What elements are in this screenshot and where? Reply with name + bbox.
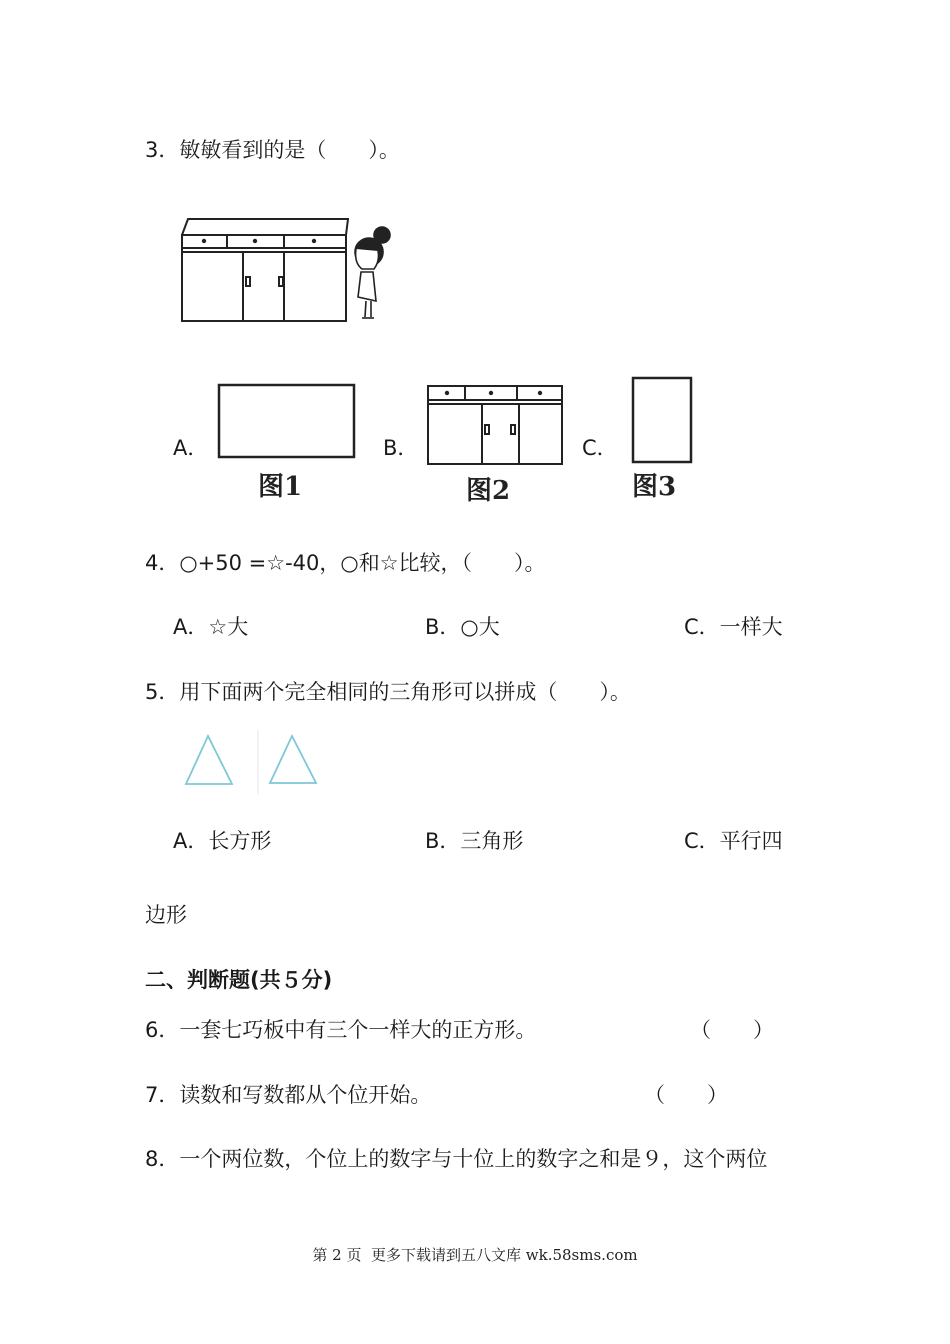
q3-stem: 3．敏敏看到的是（ ）。 xyxy=(145,138,400,162)
two-triangles-illustration xyxy=(180,728,325,798)
q7-answer-paren: （ ） xyxy=(644,1083,728,1107)
option-a-figure-1 xyxy=(216,382,358,462)
figure-1-caption: 图1 xyxy=(258,472,303,502)
page-footer: 第 2 页 更多下载请到五八文库 wk.58sms.com xyxy=(312,1246,638,1264)
q6-answer-paren: （ ） xyxy=(690,1018,774,1042)
q7-text: 7．读数和写数都从个位开始。 xyxy=(145,1083,432,1107)
figure-2-caption: 图2 xyxy=(466,476,511,506)
cabinet-with-girl-illustration xyxy=(180,215,392,327)
q5-option-c: C．平行四 xyxy=(684,829,783,853)
figure-3-caption: 图3 xyxy=(632,472,677,502)
section-heading: 二、判断题(共５分) xyxy=(145,968,333,992)
q4-option-a: A．☆大 xyxy=(173,615,249,639)
q8-text: 8．一个两位数，个位上的数字与十位上的数字之和是９，这个两位 xyxy=(145,1147,768,1171)
option-c-figure-3 xyxy=(630,375,696,467)
q5-option-a: A．长方形 xyxy=(173,829,272,853)
q3-option-b-label: B． xyxy=(383,436,419,460)
q5-option-c-continuation: 边形 xyxy=(145,903,187,927)
q3-option-a-label: A． xyxy=(173,436,209,460)
q6-text: 6．一套七巧板中有三个一样大的正方形。 xyxy=(145,1018,537,1042)
q5-option-b: B．三角形 xyxy=(425,829,524,853)
q5-stem: 5．用下面两个完全相同的三角形可以拼成（ ）。 xyxy=(145,680,631,704)
q4-stem: 4．○+50 =☆-40，○和☆比较，（ ）。 xyxy=(145,551,546,575)
q4-option-c: C．一样大 xyxy=(684,615,783,639)
q4-option-b: B．○大 xyxy=(425,615,500,639)
option-b-figure-2 xyxy=(425,382,567,468)
q3-option-c-label: C． xyxy=(582,436,618,460)
